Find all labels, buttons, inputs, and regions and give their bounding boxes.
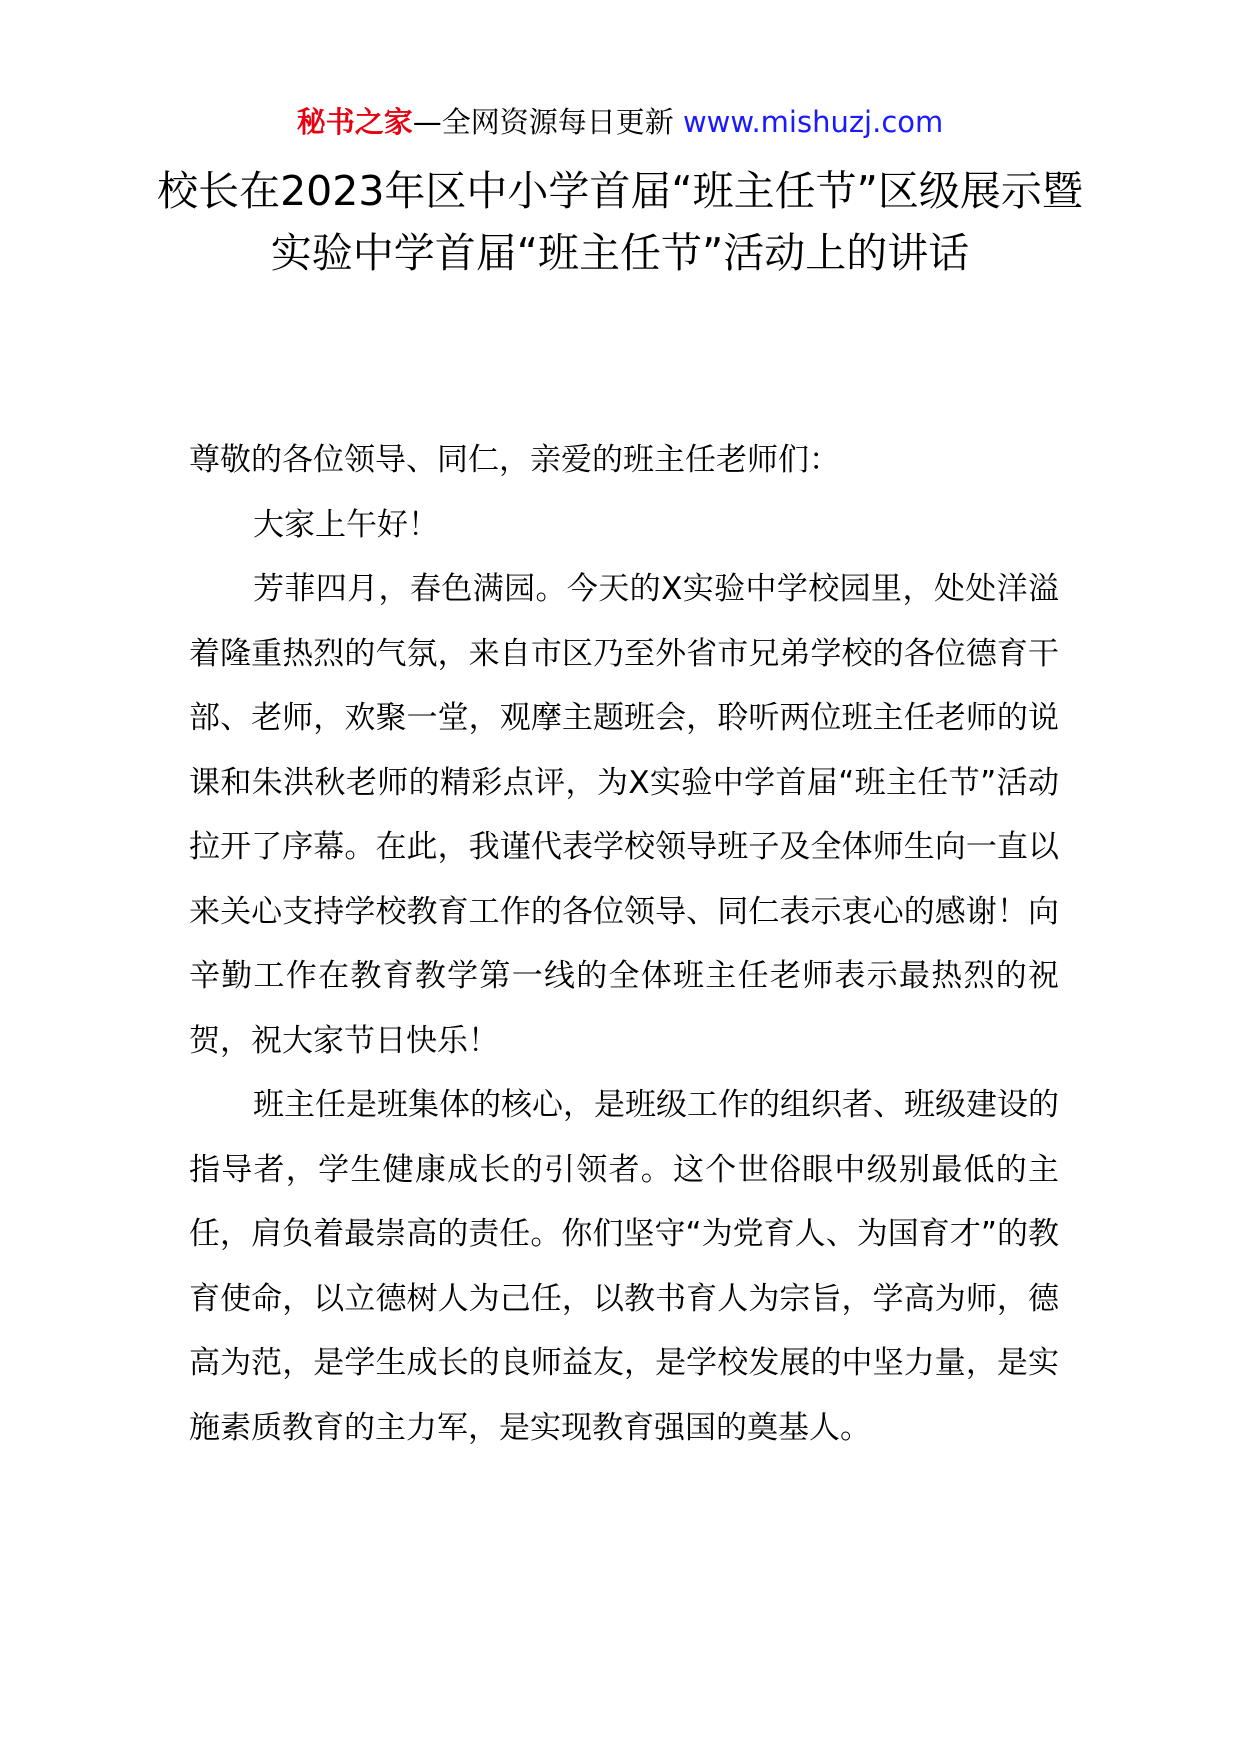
brand-name: 秘书之家: [296, 105, 413, 139]
salutation: 尊敬的各位领导、同仁，亲爱的班主任老师们：: [189, 442, 840, 478]
paragraph-1: 芳菲四月，春色满园。今天的X实验中学校园里，处处洋溢着隆重热烈的气氛，来自市区乃至外省市兄弟学校的各位德育干部、老师，欢聚一堂，观摩主题班会，聆听两位班主任老师的说课和朱洪秋老师的精彩点评，为X实验中学首届“班主任节”活动拉开了序幕。在此，我谨代表学校领导班子及全体师生向一直以来关心支持学校教育工作的各位领导、同仁表示衷心的感谢！向辛勤工作在教育教学第一线的全体班主任老师表示最热烈的祝贺，祝大家节日快乐！: [189, 571, 1059, 1059]
site-header: [0, 100, 1240, 144]
document-title: 校长在2023年区中小学首届“班主任节”区级展示暨实验中学首届“班主任节”活动上的讲话: [157, 167, 1083, 277]
greeting: 大家上午好！: [253, 506, 439, 543]
site-url-link[interactable]: www.mishuzj.com: [682, 105, 944, 139]
paragraph-2: 班主任是班集体的核心，是班级工作的组织者、班级建设的指导者，学生健康成长的引领者。这个世俗眼中级别最低的主任，肩负着最崇高的责任。你们坚守“为党育人、为国育才”的教育使命，以立德树人为己任，以教书育人为宗旨，学高为师，德高为范，是学生成长的良师益友，是学校发展的中坚力量，是实施素质教育的主力军，是实现教育强国的奠基人。: [189, 1087, 1059, 1446]
document-body: [189, 428, 1059, 1460]
brand-slogan: —全网资源每日更新: [412, 105, 674, 139]
